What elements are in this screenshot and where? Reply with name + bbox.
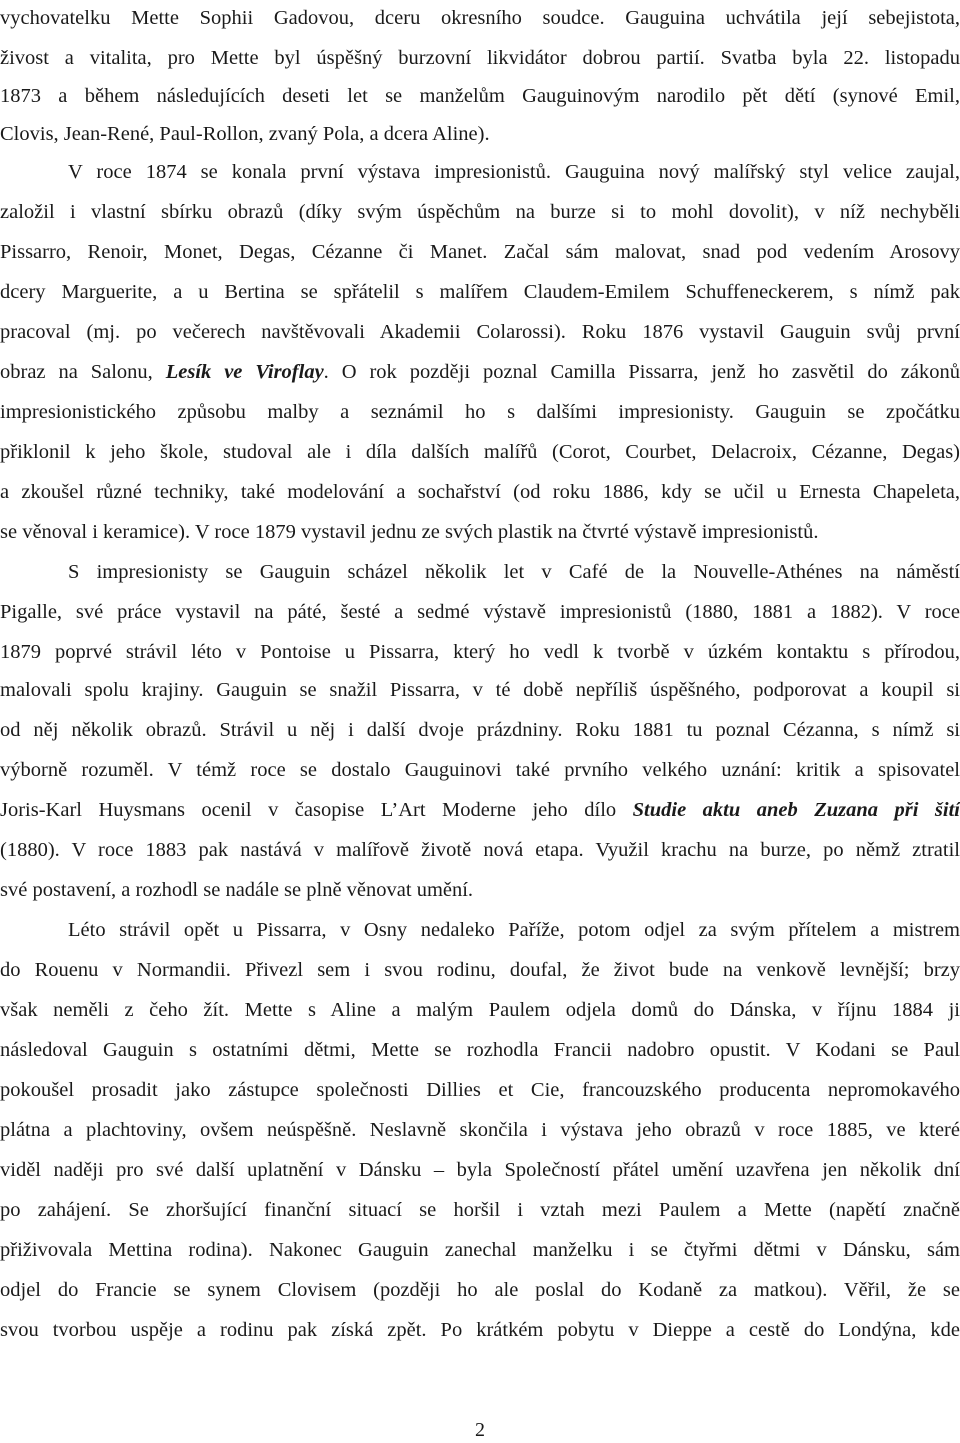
text-line: V roce 1874 se konala první výstava impresionistů. Gauguina nový malířský styl velice zaujal, — [68, 161, 960, 183]
text-segment: . O rok později poznal Camilla Pissarra, jenž ho zasvětil do zákonů — [323, 361, 960, 383]
text-line: následoval Gauguin s ostatními dětmi, Mette se rozhodla Francii nadobro opustit. V Kodani se Paul — [0, 1039, 960, 1061]
text-line: založil i vlastní sbírku obrazů (díky svým úspěchům na burze si to mohl dovolit), v níž nechyběli — [0, 201, 960, 223]
text-line — [0, 795, 960, 825]
text-line: však neměli z čeho žít. Mette s Aline a malým Paulem odjela domů do Dánska, v říjnu 1884 ji — [0, 999, 960, 1021]
text-line: vychovatelku Mette Sophii Gadovou, dceru okresního soudce. Gauguina uchvátila její sebejistota, — [0, 7, 960, 29]
text-line: Léto strávil opět u Pissarra, v Osny nedaleko Paříže, potom odjel za svým přítelem a mistrem — [68, 919, 960, 941]
text-line: přiklonil k jeho škole, studoval ale i díla dalších malířů (Corot, Courbet, Delacroix, Cézanne, Degas) — [0, 441, 960, 463]
text-line: od něj několik obrazů. Strávil u něj i další dvoje prázdniny. Roku 1881 tu poznal Cézanna, s nímž si — [0, 719, 960, 741]
text-line: svou tvorbou uspěje a rodinu pak získá zpět. Po krátkém pobytu v Dieppe a cestě do Londýna, kde — [0, 1319, 960, 1341]
text-segment: Joris-Karl Huysmans ocenil v časopise L’Art Moderne jeho dílo — [0, 799, 633, 821]
text-line: impresionistického způsobu malby a seznámil ho s dalšími impresionisty. Gauguin se zpočátku — [0, 401, 960, 423]
text-line: (1880). V roce 1883 pak nastává v malířově životě nová etapa. Využil krachu na burze, po němž ztratil — [0, 839, 960, 861]
text-line: malovali spolu krajiny. Gauguin se snažil Pissarra, v té době nepříliš úspěšného, podporovat a koupil si — [0, 679, 960, 701]
text-line: pracoval (mj. po večerech navštěvovali Akademii Colarossi). Roku 1876 vystavil Gauguin svůj první — [0, 321, 960, 343]
text-line: 1873 a během následujících deseti let se manželům Gauguinovým narodilo pět dětí (synové Emil, — [0, 85, 960, 107]
text-line: plátna a plachtoviny, ovšem neúspěšně. Neslavně skončila i výstava jeho obrazů v roce 1885, ve které — [0, 1119, 960, 1141]
text-line: Pissarro, Renoir, Monet, Degas, Cézanne či Manet. Začal sám malovat, snad pod vedením Arosovy — [0, 241, 960, 263]
text-line: viděl naději pro své další uplatnění v Dánsku – byla Společností přátel umění uzavřena jen několik dní — [0, 1159, 960, 1181]
text-line: odjel do Francie se synem Clovisem (později ho ale poslal do Kodaně za matkou). Věřil, že se — [0, 1279, 960, 1301]
text-line: pokoušel prosadit jako zástupce společnosti Dillies et Cie, francouzského producenta nepromokavého — [0, 1079, 960, 1101]
text-segment: obraz na Salonu, — [0, 361, 166, 383]
text-line: přiživovala Mettina rodina). Nakonec Gauguin zanechal manželku i se čtyřmi dětmi v Dánsku, sám — [0, 1239, 960, 1261]
text-line: do Rouenu v Normandii. Přivezl sem i svou rodinu, doufal, že život bude na venkově levnější; brzy — [0, 959, 960, 981]
text-line: se věnoval i keramice). V roce 1879 vystavil jednu ze svých plastik na čtvrté výstavě impresionistů. — [0, 521, 819, 543]
text-line: výborně rozuměl. V témž roce se dostalo Gauguinovi také prvního velkého uznání: kritik a spisovatel — [0, 759, 960, 781]
text-line: Pigalle, své práce vystavil na páté, šesté a sedmé výstavě impresionistů (1880, 1881 a 1882). V roce — [0, 601, 960, 623]
page-number: 2 — [475, 1419, 485, 1441]
artwork-title: Lesík ve Viroflay — [165, 361, 324, 383]
text-line: živost a vitalita, pro Mette byl úspěšný burzovní likvidátor dobrou partií. Svatba byla 22. listopadu — [0, 47, 960, 69]
text-line: a zkoušel různé techniky, také modelování a sochařství (od roku 1886, kdy se učil u Ernesta Chapeleta, — [0, 481, 960, 503]
text-line: dcery Marguerite, a u Bertina se spřátelil s malířem Claudem-Emilem Schuffeneckerem, s nímž pak — [0, 281, 960, 303]
text-line: 1879 poprvé strávil léto v Pontoise u Pissarra, který ho vedl k tvorbě v úzkém kontaktu s přírodou, — [0, 641, 960, 663]
text-line: Clovis, Jean-René, Paul-Rollon, zvaný Pola, a dcera Aline). — [0, 123, 490, 145]
text-line: po zahájení. Se zhoršující finanční situací se horšil i vztah mezi Paulem a Mette (napětí značně — [0, 1199, 960, 1221]
artwork-title: Studie aktu aneb Zuzana při šití — [632, 799, 960, 821]
text-line: své postavení, a rozhodl se nadále se plně věnovat umění. — [0, 879, 474, 901]
text-line — [0, 357, 960, 387]
text-line: S impresionisty se Gauguin scházel několik let v Café de la Nouvelle-Athénes na náměstí — [68, 561, 960, 583]
